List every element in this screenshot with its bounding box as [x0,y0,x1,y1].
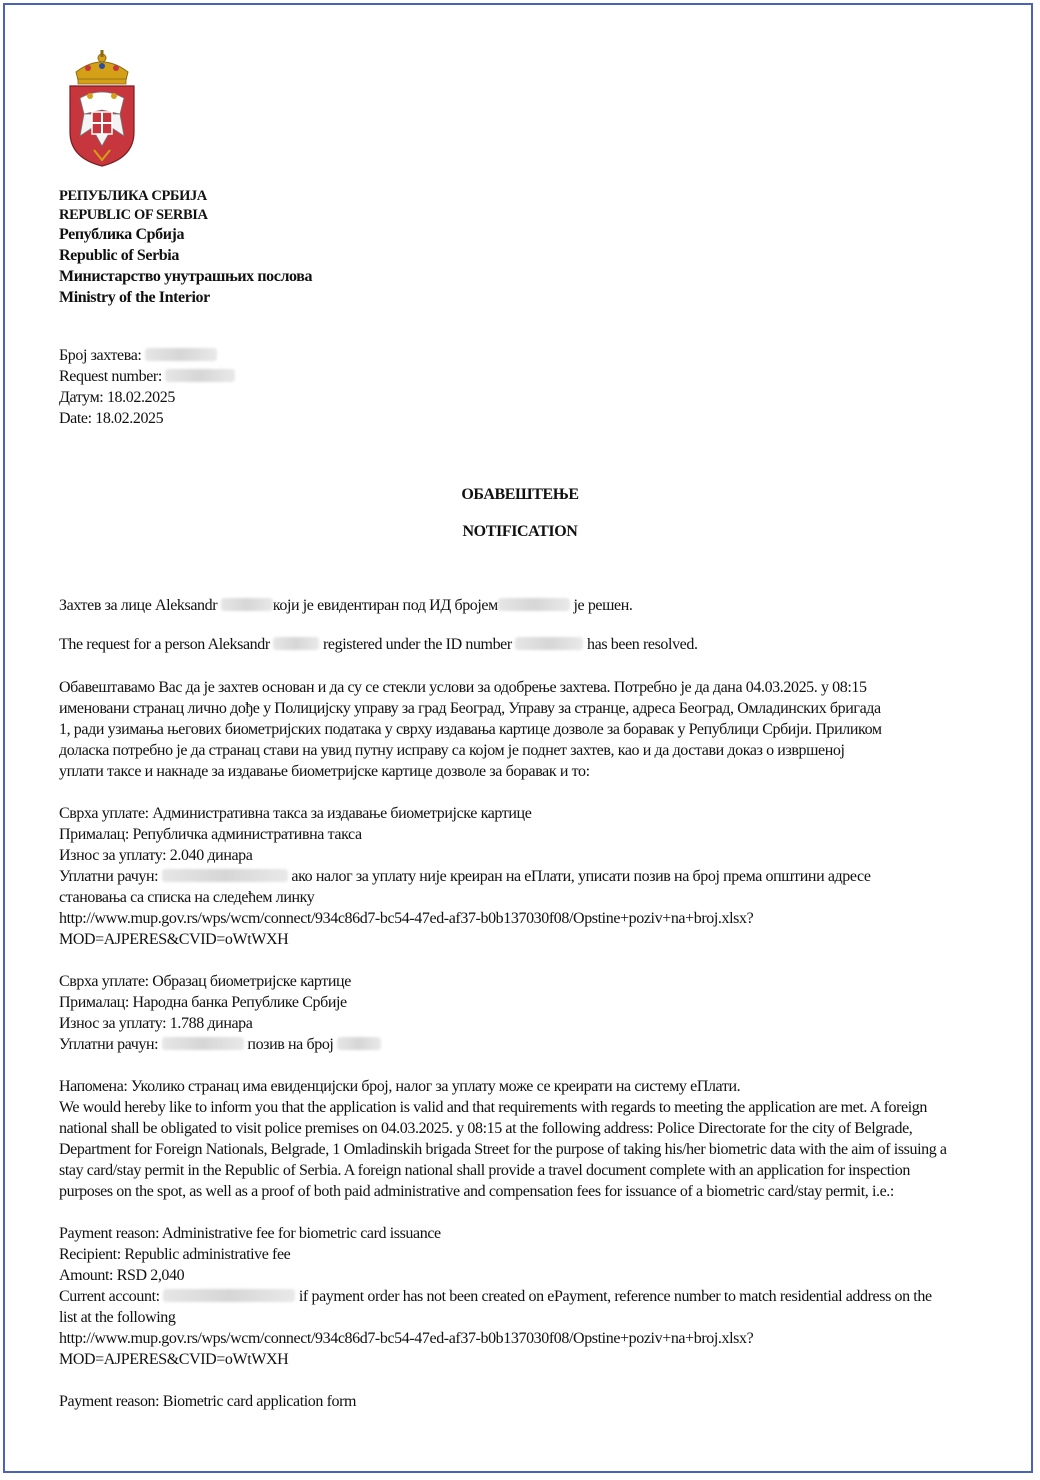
redacted-value [145,348,217,361]
header-line-2: REPUBLIC OF SERBIA [59,207,208,223]
date-sr: Датум: 18.02.2025 [59,389,175,406]
intro-en: The request for a person Aleksandr registered under the ID number has been resolved. [59,636,698,653]
header-line-3: Република Србија [59,226,185,243]
payment1-sr-account: Уплатни рачун: ако налог за уплату није креиран на еПлати, уписати позив на број према општини адресе [59,868,871,885]
payment1-sr-recipient: Прималац: Републичка административна такса [59,826,362,843]
intro-sr: Захтев за лице Aleksandr који је евидентиран под ИД бројем је решен. [59,597,633,614]
title-en: NOTIFICATION [462,523,578,540]
body-en-line-5: purposes on the spot, as well as a proof of both paid administrative and compensation fees for issuance of a biometric card/stay permit, i.e.: [59,1183,894,1200]
payment1-en-url[interactable]: http://www.mup.gov.rs/wps/wcm/connect/934c86d7-bc54-47ed-af37-b0b137030f08/Opstine+poziv+na+broj.xlsx? [59,1330,754,1347]
payment1-sr-reason: Сврха уплате: Административна такса за издавање биометријске картице [59,805,532,822]
payment1-sr-amount: Износ за уплату: 2.040 динара [59,847,253,864]
payment1-en-account-note: list at the following [59,1309,176,1326]
payment1-en-reason: Payment reason: Administrative fee for biometric card issuance [59,1225,441,1242]
redacted-value [165,369,235,382]
header-line-1: РЕПУБЛИКА СРБИЈА [59,188,207,204]
body-en-line-2: national shall be obligated to visit police premises on 04.03.2025. у 08:15 at the following address: Police Directorate for the city of Belgrade, [59,1120,913,1137]
payment1-sr-url[interactable]: http://www.mup.gov.rs/wps/wcm/connect/934c86d7-bc54-47ed-af37-b0b137030f08/Opstine+poziv+na+broj.xlsx? [59,910,754,927]
payment2-sr-account: Уплатни рачун: позив на број [59,1036,381,1054]
payment2-sr-recipient: Прималац: Народна банка Републике Србије [59,994,347,1011]
header-line-4: Republic of Serbia [59,247,179,264]
header-line-6: Ministry of the Interior [59,289,210,306]
body-sr-line-5: уплати таксе и накнаде за издавање биометријске картице дозволе за боравак и то: [59,763,590,780]
body-en-line-4: stay card/stay permit in the Republic of Serbia. A foreign national shall provide a travel document complete with an application for inspection [59,1162,910,1179]
redacted-value [515,637,583,650]
payment1-en-amount: Amount: RSD 2,040 [59,1267,185,1284]
body-sr-line-3: 1, ради узимања његових биометријских података у сврху издавања картице дозволе за боравак у Републици Србији. Приликом [59,721,882,738]
payment1-sr-url-cont[interactable]: MOD=AJPERES&CVID=oWtWXH [59,931,289,948]
body-sr-line-4: доласка потребно је да странац стави на увид путну исправу са којом је поднет захтев, као и да достави доказ о извршеној [59,742,845,759]
body-en-line-3: Department for Foreign Nationals, Belgrade, 1 Omladinskih brigada Street for the purpose of taking his/her biometric data with the aim of issuing a [59,1141,947,1158]
body-en-line-1: We would hereby like to inform you that the application is valid and that requirements with regards to meeting the application are met. A foreign [59,1099,928,1116]
header-line-5: Министарство унутрашњих послова [59,268,313,285]
redacted-value [498,598,570,611]
payment1-en-recipient: Recipient: Republic administrative fee [59,1246,291,1263]
request-number-sr: Број захтева: [59,347,217,365]
redacted-value [337,1037,381,1050]
title-sr: ОБАВЕШТЕЊЕ [461,486,579,503]
redacted-value [273,637,319,650]
body-sr-line-1: Обавештавамо Вас да је захтев основан и да су се стекли услови за одобрење захтева. Потребно је да дана 04.03.2025. у 08:15 [59,679,867,696]
payment2-sr-reason: Сврха уплате: Образац биометријске картице [59,973,351,990]
redacted-value [221,598,273,611]
body-sr-line-2: именовани странац лично дође у Полицијску управу за град Београд, Управу за странце, адреса Београд, Омладинских бригада [59,700,881,717]
note-sr: Напомена: Уколико странац има евиденцијски број, налог за уплату може се креирати на систему еПлати. [59,1078,741,1095]
request-number-en: Request number: [59,368,235,386]
payment2-en-reason: Payment reason: Biometric card application form [59,1393,357,1410]
payment2-sr-amount: Износ за уплату: 1.788 динара [59,1015,253,1032]
redacted-value [163,1289,295,1302]
payment1-en-url-cont[interactable]: MOD=AJPERES&CVID=oWtWXH [59,1351,289,1368]
redacted-value [162,1037,244,1050]
payment1-sr-account-note: становања са списка на следећем линку [59,889,315,906]
redacted-value [162,869,288,882]
date-en: Date: 18.02.2025 [59,410,164,427]
coat-of-arms-emblem [62,50,142,168]
payment1-en-account: Current account: if payment order has not been created on ePayment, reference number to match residential address on the [59,1288,932,1305]
